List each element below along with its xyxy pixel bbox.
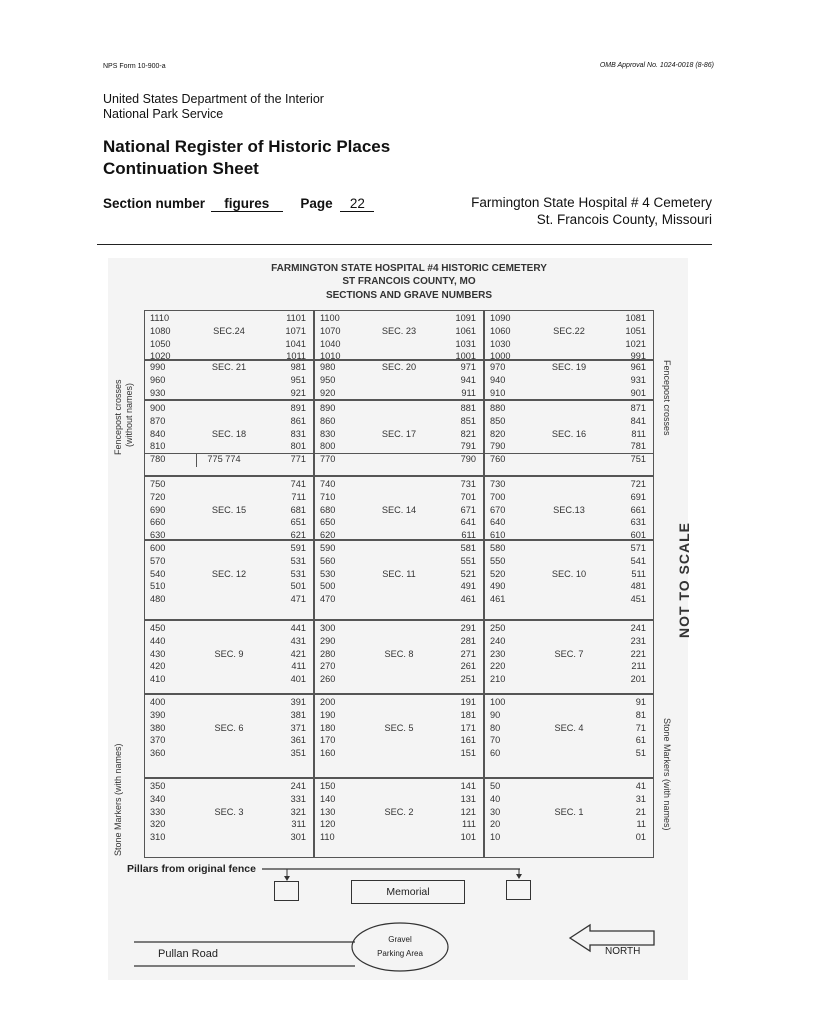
grave-number-end: 471: [290, 594, 306, 605]
grave-number-end: 271: [460, 648, 476, 659]
grave-number-start: 440: [150, 635, 166, 646]
not-to-scale-label: NOT TO SCALE: [676, 522, 692, 638]
grave-number-start: 150: [320, 781, 336, 791]
section-label: SEC. 19: [551, 362, 587, 372]
grave-number-start: 550: [490, 555, 506, 566]
grave-number-start: 1020: [150, 351, 171, 362]
section-label: SEC. 16: [551, 428, 587, 439]
map-subtitle-sections: SECTIONS AND GRAVE NUMBERS: [325, 290, 493, 301]
grave-number-start: 690: [150, 504, 166, 515]
grave-number-end: 881: [460, 403, 476, 413]
grave-number-end: 301: [290, 832, 306, 843]
section-label: SEC. 4: [554, 722, 584, 733]
grave-number-end: 591: [290, 543, 306, 553]
section-label: SEC. 3: [214, 806, 244, 817]
grave-number-end: 431: [290, 635, 306, 646]
grave-number-start: 510: [150, 581, 166, 592]
grave-number-end: 691: [630, 491, 646, 502]
grave-number-end: 231: [630, 635, 646, 646]
parking-area-label: Parking Area: [377, 949, 423, 958]
grave-number-start: 70: [490, 735, 501, 746]
section-label: SEC. 18: [211, 428, 247, 439]
grave-number-end: 621: [290, 530, 306, 541]
grave-number-end: 101: [460, 832, 476, 843]
grave-number-end: 361: [290, 735, 306, 746]
grave-number-end: 841: [630, 415, 646, 426]
north-label: NORTH: [605, 946, 641, 957]
grave-number-end: 991: [630, 351, 646, 362]
grave-number-end: 641: [460, 517, 476, 528]
grave-number-end: 1101: [286, 313, 306, 323]
grave-number-start: 980: [320, 362, 336, 372]
grave-number-end: 671: [460, 504, 476, 515]
grave-number-start: 430: [150, 648, 166, 659]
grave-number-end: 511: [631, 568, 646, 579]
grave-number-start: 80: [490, 722, 501, 733]
grave-number-start: 580: [490, 543, 506, 553]
grave-number-start: 270: [320, 661, 336, 672]
grave-number-start: 60: [490, 748, 501, 759]
grave-number-start: 700: [490, 491, 506, 502]
grave-number-start: 210: [490, 674, 506, 685]
omb-approval: OMB Approval No. 1024-0018 (8-86): [599, 62, 714, 69]
grave-number-end: 751: [630, 454, 646, 465]
grave-number-end: 491: [460, 581, 476, 592]
grave-number-end: 1011: [286, 351, 306, 362]
grave-number-start: 610: [490, 530, 506, 541]
grave-number-end: 851: [460, 415, 476, 426]
grave-number-end: 181: [460, 709, 476, 720]
map-title: FARMINGTON STATE HOSPITAL #4 HISTORIC CEMETERY: [271, 263, 547, 274]
grave-number-start: 520: [490, 568, 506, 579]
grave-number-end: 1021: [625, 338, 646, 349]
grave-number-start: 1060: [490, 325, 511, 336]
grave-number-start: 230: [490, 648, 506, 659]
grave-number-start: 50: [490, 781, 501, 791]
grave-number-start: 390: [150, 709, 166, 720]
grave-number-end: 81: [635, 709, 646, 720]
grave-number-end: 731: [460, 479, 476, 489]
grave-number-start: 140: [320, 793, 336, 804]
grave-number-start: 1050: [150, 338, 171, 349]
grave-number-end: 21: [635, 806, 646, 817]
grave-number-start: 970: [490, 362, 506, 372]
memorial-label: Memorial: [386, 886, 430, 898]
grave-number-end: 1061: [455, 325, 476, 336]
grave-number-start: 350: [150, 781, 166, 791]
document-title: National Register of Historic Places: [103, 137, 391, 156]
grave-number-end: 161: [460, 735, 476, 746]
section-label: SEC.24: [213, 325, 245, 336]
grave-number-end: 661: [630, 504, 646, 515]
grave-number-start: 730: [490, 479, 506, 489]
grave-number-start: 620: [320, 530, 336, 541]
section-label: SEC. 15: [211, 504, 247, 515]
grave-number-start: 890: [320, 403, 336, 413]
grave-number-start: 810: [150, 441, 166, 452]
grave-number-start: 750: [150, 479, 166, 489]
grave-number-start: 280: [320, 648, 336, 659]
left-fencepost-label: Fencepost crosses: [113, 379, 123, 455]
grave-number-start: 120: [320, 819, 336, 830]
grave-number-end: 971: [460, 362, 476, 372]
grave-number-end: 771: [290, 454, 306, 465]
grave-number-end: 1071: [285, 325, 306, 336]
grave-number-start: 1090: [490, 313, 511, 323]
section-label: SEC.22: [553, 325, 585, 336]
grave-number-end: 801: [290, 441, 306, 452]
grave-number-start: 260: [320, 674, 336, 685]
grave-number-end: 241: [630, 623, 646, 633]
grave-number-start: 650: [320, 517, 336, 528]
grave-number-end: 1001: [455, 351, 476, 362]
grave-number-start: 340: [150, 793, 166, 804]
grave-number-end: 261: [460, 661, 476, 672]
grave-number-start: 670: [490, 504, 506, 515]
grave-number-end: 401: [290, 674, 306, 685]
grave-number-end: 941: [460, 374, 476, 385]
grave-number-start: 420: [150, 661, 166, 672]
grave-number-start: 1110: [150, 313, 170, 323]
grave-number-start: 300: [320, 623, 336, 633]
pillar-arrowhead-right: [516, 874, 522, 879]
section-label: SEC. 11: [382, 568, 416, 579]
grave-number-start: 740: [320, 479, 336, 489]
grave-number-end: 191: [460, 697, 476, 707]
grave-number-start: 90: [490, 709, 501, 720]
grave-number-end: 981: [290, 362, 306, 372]
section-label: SEC. 6: [214, 722, 244, 733]
grave-number-end: 541: [630, 555, 646, 566]
grave-number-end: 321: [290, 806, 306, 817]
grave-number-end: 461: [460, 594, 476, 605]
grave-number-start: 250: [490, 623, 506, 633]
grave-number-end: 381: [290, 709, 306, 720]
grave-number-end: 531: [290, 555, 306, 566]
grave-number-start: 570: [150, 555, 166, 566]
grave-number-start: 100: [490, 697, 506, 707]
grave-number-start: 800: [320, 441, 336, 452]
grave-number-start: 30: [490, 806, 501, 817]
section-label: SEC.13: [553, 504, 585, 515]
map-subtitle-county: ST FRANCOIS COUNTY, MO: [342, 276, 476, 287]
grave-number-end: 891: [290, 403, 306, 413]
grave-number-start: 320: [150, 819, 166, 830]
grave-number-start: 170: [320, 735, 336, 746]
pillar-right: [506, 880, 531, 900]
grave-number-end: 1031: [455, 338, 476, 349]
section-label: SEC. 23: [381, 325, 417, 336]
section-label: SEC. 9: [214, 648, 244, 659]
grave-number-end: 481: [630, 581, 646, 592]
section-label: SEC. 17: [381, 428, 417, 439]
section-label: SEC. 20: [381, 362, 417, 372]
grave-number-end: 861: [290, 415, 306, 426]
grave-number-end: 721: [630, 479, 646, 489]
grave-number-end: 221: [630, 648, 646, 659]
grave-number-start: 180: [320, 722, 336, 733]
grave-number-end: 551: [460, 555, 476, 566]
grave-number-start: 790: [490, 441, 506, 452]
grave-number-start: 820: [490, 428, 506, 439]
property-location: St. Francois County, Missouri: [536, 212, 712, 227]
grave-number-end: 1051: [625, 325, 646, 336]
grave-number-start: 710: [320, 491, 336, 502]
grave-number-start: 220: [490, 661, 506, 672]
section-label: SEC. 14: [381, 504, 417, 515]
section-label: SEC. 7: [554, 648, 584, 659]
grave-number-end: 951: [290, 374, 306, 385]
grave-number-end: 790: [460, 454, 476, 465]
grave-number-end: 811: [631, 428, 646, 439]
grave-number-start: 400: [150, 697, 166, 707]
grave-number-end: 291: [460, 623, 476, 633]
grave-number-end: 791: [460, 441, 476, 452]
grave-number-end: 501: [290, 581, 306, 592]
grave-number-start: 20: [490, 819, 501, 830]
grave-number-start: 410: [150, 674, 166, 685]
property-name: Farmington State Hospital # 4 Cemetery: [471, 195, 712, 210]
grave-number-end: 411: [291, 661, 306, 672]
grave-number-end: 51: [635, 748, 646, 759]
grave-number-start: 450: [150, 623, 166, 633]
section-label: SEC. 21: [211, 362, 247, 372]
right-fencepost-label: Fencepost crosses: [662, 360, 672, 436]
grave-number-start: 240: [490, 635, 506, 646]
grave-number-start: 720: [150, 491, 166, 502]
grave-number-end: 781: [630, 441, 646, 452]
gravel-label: Gravel: [388, 935, 412, 944]
grave-number-start: 310: [150, 832, 166, 843]
grave-number-end: 251: [460, 674, 476, 685]
grave-number-end: 611: [461, 530, 476, 541]
grave-number-end: 41: [635, 781, 646, 791]
grave-number-start: 640: [490, 517, 506, 528]
grave-number-start: 590: [320, 543, 336, 553]
grave-number-end: 01: [635, 832, 646, 843]
grave-number-start: 880: [490, 403, 506, 413]
grave-number-start: 200: [320, 697, 336, 707]
grave-number-start: 960: [150, 374, 166, 385]
grave-number-end: 931: [630, 374, 646, 385]
grave-number-end: 531: [290, 568, 306, 579]
grave-number-end: 911: [461, 387, 476, 398]
grave-number-end: 521: [460, 568, 476, 579]
section-label: SEC. 8: [384, 648, 414, 659]
page-label: Page: [300, 196, 333, 211]
parking-area-ellipse: [352, 923, 448, 971]
grave-number-start: 660: [150, 517, 166, 528]
grave-number-end: 111: [462, 819, 476, 830]
grave-number-start: 530: [320, 568, 336, 579]
grave-number-start: 10: [490, 832, 501, 843]
grave-number-end: 331: [290, 793, 306, 804]
grave-number-start: 1040: [320, 338, 341, 349]
grave-number-start: 500: [320, 581, 336, 592]
grave-number-end: 921: [290, 387, 306, 398]
grave-number-start: 680: [320, 504, 336, 515]
section-label: Section number: [103, 196, 206, 211]
grave-number-start: 860: [320, 415, 336, 426]
document-subtitle: Continuation Sheet: [103, 159, 259, 178]
grave-number-start: 950: [320, 374, 336, 385]
department-line-2: National Park Service: [103, 107, 224, 121]
grave-number-end: 241: [290, 781, 306, 791]
grave-number-start: 630: [150, 530, 166, 541]
grave-number-end: 1091: [455, 313, 476, 323]
grave-number-end: 121: [460, 806, 476, 817]
grave-number-end: 421: [290, 648, 306, 659]
grave-number-start: 1080: [150, 325, 171, 336]
grave-number-end: 681: [290, 504, 306, 515]
grave-number-start: 600: [150, 543, 166, 553]
grave-number-end: 151: [460, 748, 476, 759]
right-stone-markers-label: Stone Markers (with names): [662, 718, 672, 831]
grave-number-end: 701: [460, 491, 476, 502]
grave-number-end: 441: [290, 623, 306, 633]
grave-number-end: 71: [635, 722, 646, 733]
section-label: SEC. 1: [554, 806, 584, 817]
pillar-left: [274, 881, 299, 901]
grave-number-start: 470: [320, 594, 336, 605]
grave-number-start: 380: [150, 722, 166, 733]
grave-number-end: 351: [290, 748, 306, 759]
grave-number-start: 760: [490, 454, 506, 465]
grave-number-start: 490: [490, 581, 506, 592]
grave-number-start: 780: [150, 454, 166, 465]
grave-number-start: 290: [320, 635, 336, 646]
section-label: SEC. 2: [384, 806, 414, 817]
grave-number-start: 900: [150, 403, 166, 413]
section-label: SEC. 12: [211, 568, 247, 579]
grave-number-end: 311: [291, 819, 306, 830]
section-label: SEC. 5: [384, 722, 414, 733]
grave-number-end: 31: [635, 793, 646, 804]
section-label: SEC. 10: [551, 568, 587, 579]
grave-number-end: 1041: [285, 338, 306, 349]
form-number: NPS Form 10-900-a: [103, 63, 166, 70]
grave-number-start: 1000: [490, 351, 511, 362]
left-fencepost-sublabel: (without names): [124, 382, 134, 447]
grave-number-end: 1081: [625, 313, 646, 323]
grave-number-start: 910: [490, 387, 506, 398]
grave-number-end: 711: [291, 491, 306, 502]
grave-number-end: 901: [630, 387, 646, 398]
department-line-1: United States Department of the Interior: [103, 92, 324, 106]
grave-number-start: 920: [320, 387, 336, 398]
grave-number-end: 131: [460, 793, 476, 804]
grave-number-start: 1100: [320, 313, 340, 323]
grave-number-end: 571: [630, 543, 646, 553]
road-label: Pullan Road: [158, 948, 218, 960]
grave-number-start: 870: [150, 415, 166, 426]
grave-number-end: 141: [460, 781, 476, 791]
grave-number-end: 61: [635, 735, 646, 746]
grave-number-end: 961: [630, 362, 646, 372]
grave-number-end: 201: [630, 674, 646, 685]
grave-number-end: 831: [290, 428, 306, 439]
grave-number-start: 930: [150, 387, 166, 398]
grave-number-end: 631: [630, 517, 646, 528]
grave-number-start: 1030: [490, 338, 511, 349]
grave-number-start: 850: [490, 415, 506, 426]
grave-number-start: 190: [320, 709, 336, 720]
grave-number-start: 540: [150, 568, 166, 579]
grave-number-start: 560: [320, 555, 336, 566]
grave-number-start: 1070: [320, 325, 341, 336]
grave-number-start: 830: [320, 428, 336, 439]
grave-number-start: 360: [150, 748, 166, 759]
grave-number-start: 990: [150, 362, 166, 372]
grave-number-start: 840: [150, 428, 166, 439]
grave-number-end: 91: [635, 697, 646, 707]
grave-number-end: 651: [290, 517, 306, 528]
grave-number-end: 211: [631, 661, 646, 672]
grave-number-start: 480: [150, 594, 166, 605]
grave-number-start: 40: [490, 793, 501, 804]
grave-number-end: 281: [460, 635, 476, 646]
left-stone-markers-label: Stone Markers (with names): [113, 743, 123, 856]
grave-number-end: 581: [460, 543, 476, 553]
grave-number-start: 770: [320, 454, 336, 465]
page-value: 22: [340, 196, 374, 212]
grave-number-start: 370: [150, 735, 166, 746]
grave-number-start: 940: [490, 374, 506, 385]
grave-number-start: 110: [320, 832, 335, 843]
grave-number-end: 391: [290, 697, 306, 707]
grave-number-start: 1010: [320, 351, 341, 362]
grave-number-start: 160: [320, 748, 336, 759]
grave-number-end: 371: [290, 722, 306, 733]
grave-number-end: 871: [630, 403, 646, 413]
grave-number-end: 821: [460, 428, 476, 439]
grave-number-end: 451: [630, 594, 646, 605]
grave-number-end: 601: [630, 530, 646, 541]
grave-number-end: 171: [460, 722, 476, 733]
grave-number-start: 130: [320, 806, 336, 817]
grave-number-end: 11: [636, 819, 646, 830]
grave-number-start: 330: [150, 806, 166, 817]
grave-number-end: 741: [290, 479, 306, 489]
section-value: figures: [211, 196, 283, 212]
grave-number-start: 461: [490, 594, 506, 605]
pillars-label: Pillars from original fence: [127, 863, 256, 875]
section-label: 775 774: [207, 454, 241, 465]
